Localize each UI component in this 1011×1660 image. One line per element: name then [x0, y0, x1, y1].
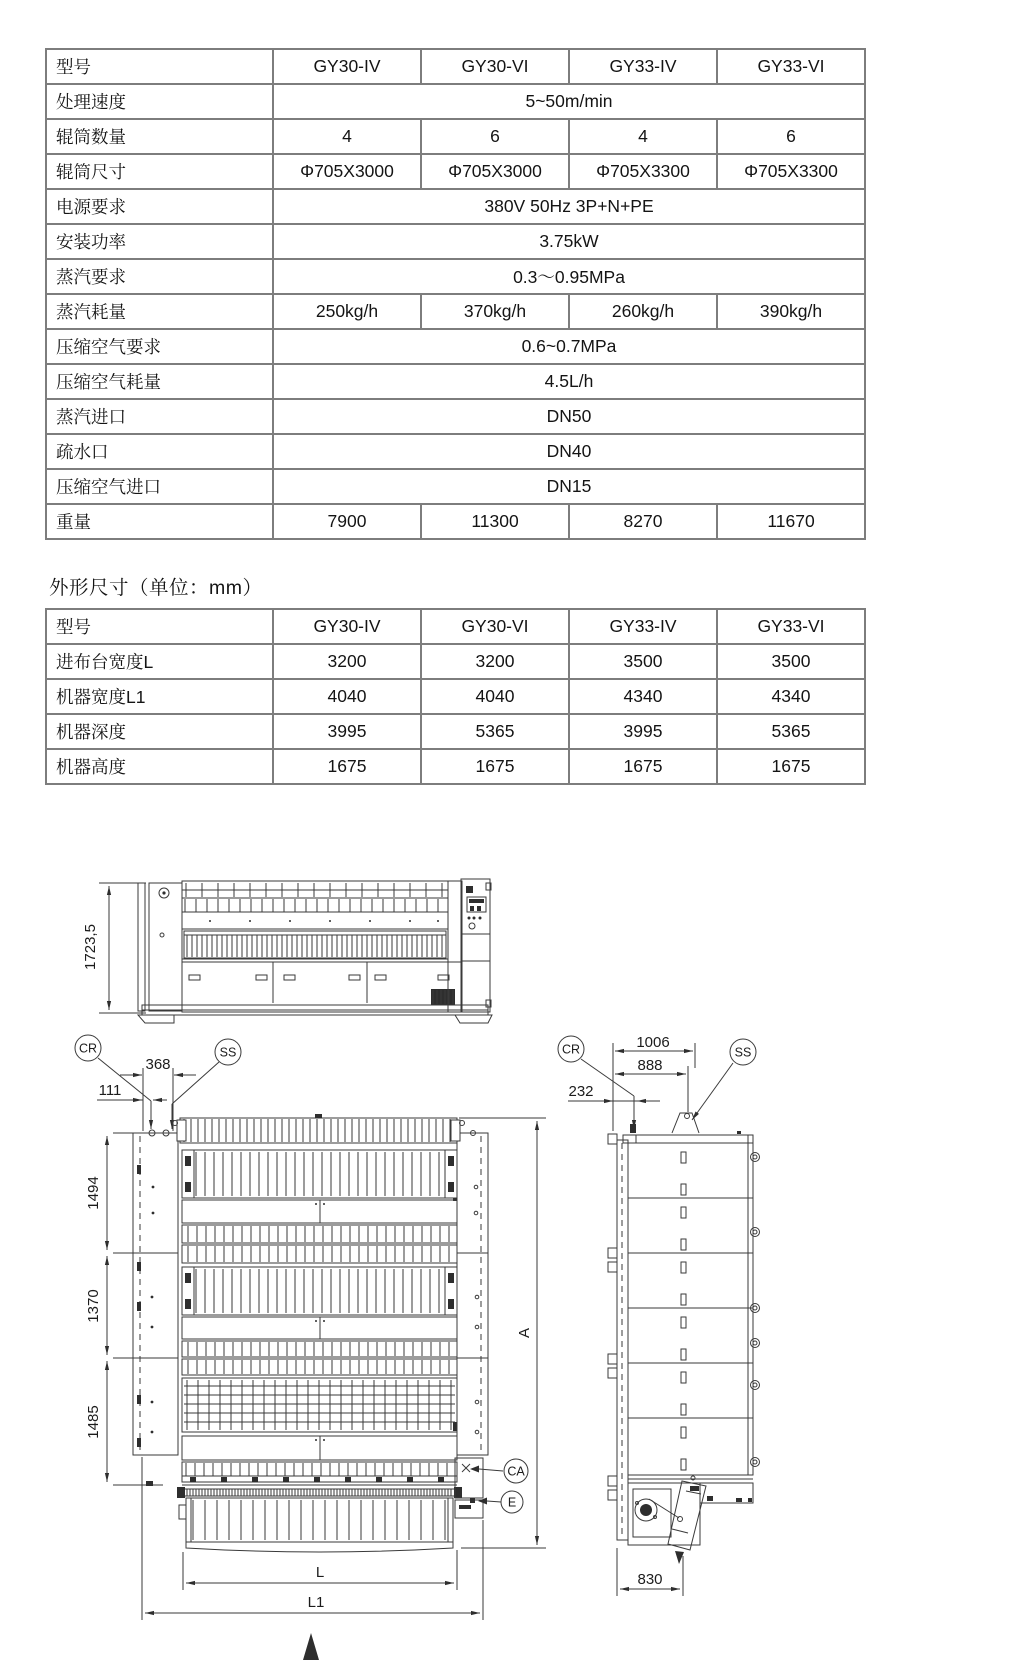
row-label: 蒸汽进口: [46, 399, 273, 434]
cell-value: 1675: [717, 749, 865, 784]
svg-text:SS: SS: [219, 1045, 237, 1060]
cell-value: 250kg/h: [273, 294, 421, 329]
row-label: 压缩空气耗量: [46, 364, 273, 399]
dim-A: A: [516, 1327, 533, 1339]
cell-value: 1675: [421, 749, 569, 784]
cell-value: 4040: [421, 679, 569, 714]
row-label: 辊筒数量: [46, 119, 273, 154]
svg-text:CA: CA: [507, 1464, 525, 1479]
cell-value-merged: DN50: [273, 399, 865, 434]
cell-value: Φ705X3000: [273, 154, 421, 189]
cell-value-merged: 0.3～0.95MPa: [273, 259, 865, 294]
cell-value: Φ705X3000: [421, 154, 569, 189]
cell-value: 3500: [569, 644, 717, 679]
cell-value: GY30-VI: [421, 49, 569, 84]
table-row: [46, 329, 865, 364]
dim-L1: L1: [307, 1594, 325, 1611]
table-row: [46, 434, 865, 469]
cell-value: 3500: [717, 644, 865, 679]
table-row: [46, 504, 865, 539]
row-label: 机器宽度L1: [46, 679, 273, 714]
cell-value: 11670: [717, 504, 865, 539]
cell-value-merged: 0.6~0.7MPa: [273, 329, 865, 364]
cell-value: GY30-IV: [273, 609, 421, 644]
dim-1370: 1370: [85, 1289, 102, 1323]
cell-value: 6: [717, 119, 865, 154]
svg-text:SS: SS: [734, 1045, 752, 1060]
table-row: [46, 84, 865, 119]
balloon-e: [501, 1491, 523, 1513]
cell-value: 4340: [717, 679, 865, 714]
front-view-labels: [82, 924, 99, 970]
cell-value: 4: [569, 119, 717, 154]
balloon-ca: [504, 1459, 528, 1483]
table-row: [46, 469, 865, 504]
balloon-cr-side: [558, 1036, 584, 1062]
dim-1494: 1494: [85, 1176, 102, 1210]
row-label: 蒸汽要求: [46, 259, 273, 294]
table-row: [46, 644, 865, 679]
dimension-section-title: 外形尺寸（单位：mm）: [49, 577, 263, 599]
cell-value: 7900: [273, 504, 421, 539]
dim-111: 111: [98, 1082, 122, 1099]
cell-value: 4: [273, 119, 421, 154]
cell-value: 5365: [717, 714, 865, 749]
cell-value: GY30-IV: [273, 49, 421, 84]
cell-value: GY30-VI: [421, 609, 569, 644]
table-row: [46, 749, 865, 784]
side-view-labels: [558, 1034, 756, 1588]
table-row: [46, 189, 865, 224]
table-row: [46, 119, 865, 154]
cell-value: 4340: [569, 679, 717, 714]
row-label: 电源要求: [46, 189, 273, 224]
dim-1485: 1485: [85, 1405, 102, 1439]
cell-value-merged: DN40: [273, 434, 865, 469]
row-label: 型号: [46, 609, 273, 644]
cell-value-merged: 380V 50Hz 3P+N+PE: [273, 189, 865, 224]
cell-value: 5365: [421, 714, 569, 749]
svg-text:CR: CR: [561, 1042, 581, 1057]
dim-830: 830: [637, 1571, 663, 1588]
table-row: [46, 399, 865, 434]
svg-text:CR: CR: [78, 1041, 98, 1056]
cell-value-merged: 3.75kW: [273, 224, 865, 259]
cell-value: 3200: [273, 644, 421, 679]
row-label: 机器高度: [46, 749, 273, 784]
cell-value: Φ705X3300: [717, 154, 865, 189]
row-label: 压缩空气进口: [46, 469, 273, 504]
row-label: 处理速度: [46, 84, 273, 119]
table-row: [46, 294, 865, 329]
cell-value: 3995: [273, 714, 421, 749]
drawing-linework: [97, 879, 760, 1660]
cell-value-merged: 4.5L/h: [273, 364, 865, 399]
dimension-table: [45, 608, 866, 785]
cell-value: 3995: [569, 714, 717, 749]
row-label: 安装功率: [46, 224, 273, 259]
row-label: 重量: [46, 504, 273, 539]
cell-value: 8270: [569, 504, 717, 539]
cell-value: Φ705X3300: [569, 154, 717, 189]
row-label: 蒸汽耗量: [46, 294, 273, 329]
cell-value: GY33-VI: [717, 609, 865, 644]
spec-table: [45, 48, 866, 540]
cell-value: 260kg/h: [569, 294, 717, 329]
table-row: [46, 364, 865, 399]
dim-368: 368: [145, 1056, 171, 1073]
balloon-cr-plan: [75, 1035, 101, 1061]
dim-L: L: [315, 1564, 325, 1581]
dim-888: 888: [637, 1057, 663, 1074]
row-label: 型号: [46, 49, 273, 84]
cell-value: 11300: [421, 504, 569, 539]
row-label: 进布台宽度L: [46, 644, 273, 679]
technical-drawing: [0, 820, 1011, 1660]
svg-text:E: E: [507, 1495, 517, 1510]
cell-value: GY33-VI: [717, 49, 865, 84]
table-row: [46, 224, 865, 259]
balloon-ss-side: [730, 1039, 756, 1065]
cell-value: 6: [421, 119, 569, 154]
cell-value: 3200: [421, 644, 569, 679]
table-row: [46, 609, 865, 644]
table-row: [46, 154, 865, 189]
row-label: 压缩空气要求: [46, 329, 273, 364]
row-label: 机器深度: [46, 714, 273, 749]
cell-value-merged: DN15: [273, 469, 865, 504]
front-height-dim: 1723,5: [82, 924, 99, 970]
cell-value: GY33-IV: [569, 49, 717, 84]
cell-value: GY33-IV: [569, 609, 717, 644]
dim-1006: 1006: [636, 1034, 670, 1051]
cell-value: 1675: [273, 749, 421, 784]
table-row: [46, 259, 865, 294]
table-row: [46, 49, 865, 84]
row-label: 疏水口: [46, 434, 273, 469]
cell-value: 370kg/h: [421, 294, 569, 329]
row-label: 辊筒尺寸: [46, 154, 273, 189]
balloon-ss-plan: [215, 1039, 241, 1065]
dim-232: 232: [568, 1083, 594, 1100]
cell-value-merged: 5~50m/min: [273, 84, 865, 119]
cell-value: 1675: [569, 749, 717, 784]
table-row: [46, 714, 865, 749]
cell-value: 4040: [273, 679, 421, 714]
table-row: [46, 679, 865, 714]
cell-value: 390kg/h: [717, 294, 865, 329]
